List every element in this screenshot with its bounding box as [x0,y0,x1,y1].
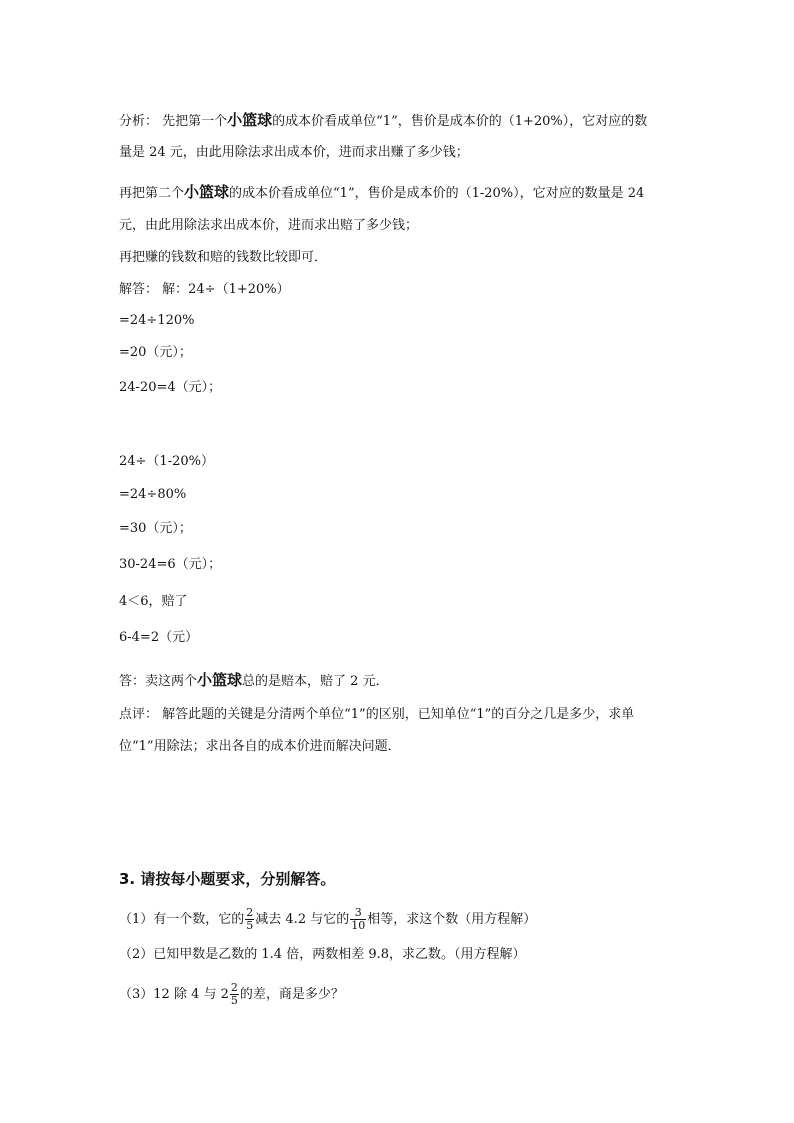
question-text: 相等，求这个数（用方程解） [367,912,537,927]
fraction-denominator: 5 [246,919,254,932]
bold-term: 小篮球 [227,111,273,129]
analysis-text: 的成本价看成单位“1”，售价是成本价的（1+20%），它对应的数 [272,114,648,129]
comment-line-1: 点评： 解答此题的关键是分清两个单位“1”的区别，已知单位“1”的百分之几是多少，求单 [119,707,635,722]
question-text: （1）有一个数，它的 [119,912,245,927]
solution-line-4: 24-20=4（元）； [119,380,222,395]
solution-line-8: 30-24=6（元）； [119,557,222,572]
fraction [245,907,254,932]
solution-line-10: 6-4=2（元） [119,630,199,645]
answer-text: 总的是赔本，赔了 2 元． [242,674,389,689]
answer-line [119,672,389,690]
solution-line-9: 4＜6，赔了 [119,594,188,609]
question-3-title: 3. 请按每小题要求，分别解答。 [119,870,336,888]
analysis-label: 分析： 先把第一个 [119,114,228,129]
analysis-line-1 [119,112,647,130]
question-3-part-1 [119,907,536,932]
fraction-denominator: 5 [230,994,238,1007]
analysis-line-5: 再把赚的钱数和赔的钱数比较即可． [119,250,328,265]
question-text: 减去 4.2 与它的 [255,912,350,927]
question-3-part-2: （2）已知甲数是乙数的 1.4 倍，两数相差 9.8，求乙数。（用方程解） [119,947,526,962]
fraction-numerator: 3 [350,907,366,920]
analysis-text: 再把第二个 [119,186,185,201]
fraction-denominator: 10 [351,919,366,932]
question-text: （3）12 除 4 与 2 [119,987,229,1002]
analysis-text: 的成本价看成单位“1”，售价是成本价的（1-20%），它对应的数量是 24 [229,186,645,201]
solution-line-2: =24÷120% [119,313,195,328]
bold-term: 小篮球 [184,183,230,201]
fraction-numerator: 2 [230,981,238,994]
fraction [350,907,366,932]
answer-text: 答：卖这两个 [119,674,198,689]
solution-line-6: =24÷80% [119,487,187,502]
comment-line-2: 位“1”用除法；求出各自的成本价进而解决问题． [119,739,401,754]
solution-line-3: =20（元）； [119,345,192,360]
solution-line-5: 24÷（1-20%） [119,454,214,469]
solution-line-1: 解答： 解：24÷（1+20%） [119,282,290,297]
analysis-line-4: 元，由此用除法求出成本价，进而求出赔了多少钱； [119,218,419,233]
analysis-line-2: 量是 24 元，由此用除法求出成本价，进而求出赚了多少钱； [119,145,469,160]
solution-line-7: =30（元）； [119,521,192,536]
fraction [230,982,239,1007]
analysis-line-3 [119,184,644,202]
fraction-numerator: 2 [246,906,254,919]
bold-term: 小篮球 [197,671,243,689]
question-3-part-3 [119,982,344,1007]
question-text: 的差，商是多少？ [239,987,344,1002]
